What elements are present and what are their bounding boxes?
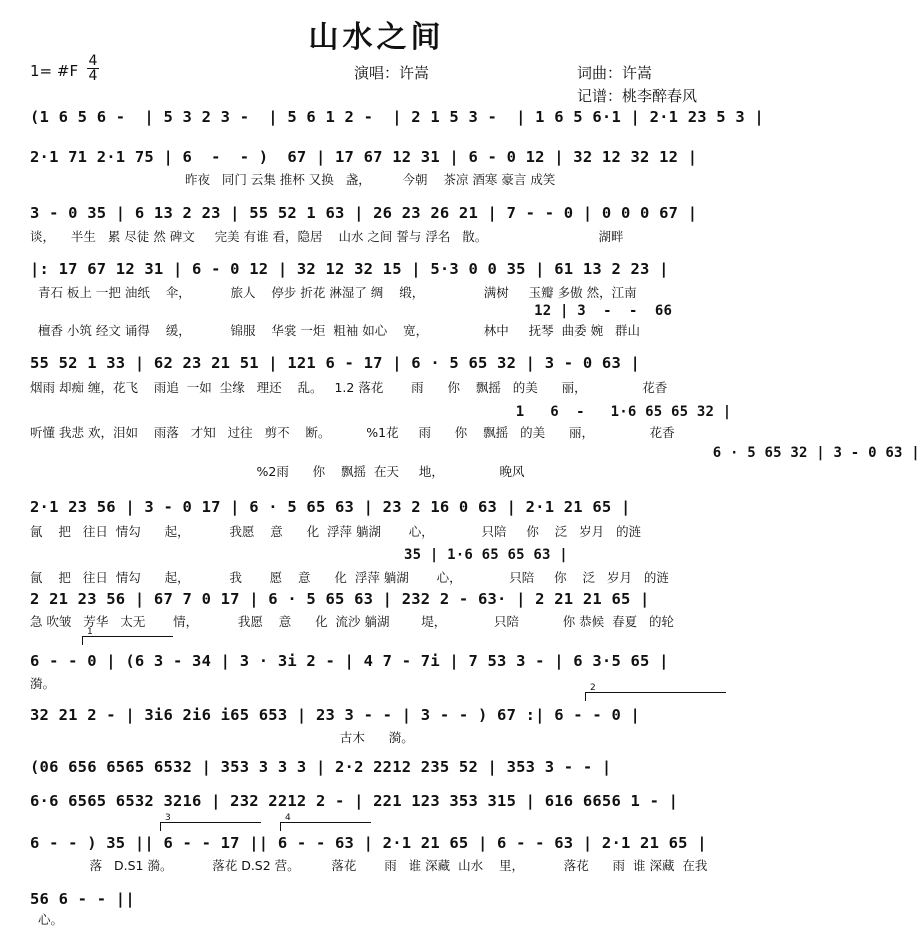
lyric-line: 落 D.S1 漪。 落花 D.S2 营。 落花 雨 谁 深藏 山水 里， 落花 雨 谁 深藏 在我 [30,858,708,873]
page-title: 山水之间 [308,20,445,55]
lyric-line: 烟雨 却痴 缠，花飞 雨追 一如 尘缘 理还 乱。 1.2 落花 雨 你 飘摇 的美 丽， 花香 [30,380,668,395]
lyric-line: 急 吹皱 芳华 太无 情， 我愿 意 化 流沙 躺湖 堤， 只陪 你 恭候 春夏 的轮 [30,614,675,629]
notation-row: 6 - - 0 | (6 3 - 34 | 3 · 3i 2 - | 4 7 - 7i | 7 53 3 - | 6 3·5 65 | [30,652,669,670]
lyric-line: 檀香 小筑 经文 诵得 缓， 锦服 华裳 一炬 粗袖 如心 宽， 林中 抚琴 曲委 婉 群山 [30,323,641,338]
transcriber-credit: 记谱：桃李醉春风 [577,87,698,105]
lyric-line: %2雨 你 飘摇 在天 地， 晚风 [30,464,525,479]
volta-bracket-3: 3 [160,822,261,831]
notation-row: 56 6 - - || [30,890,135,908]
volta-bracket-4: 4 [280,822,371,831]
notation-row: 55 52 1 33 | 62 23 21 51 | 121 6 - 17 | 6 · 5 65 32 | 3 - 0 63 | [30,354,641,372]
lyric-line: 氤 把 往日 情勾 起， 我 愿 意 化 浮萍 躺湖 心， 只陪 你 泛 岁月 的涟 [30,570,669,585]
lyric-line: 昨夜 同门 云集 推杯 又换 盏， 今朝 茶凉 酒寒 豪言 成笑 [30,172,556,187]
time-signature-top: 4 [88,53,98,69]
lyric-line: 青石 板上 一把 油纸 伞， 旅人 停步 折花 淋湿了 绸 缎， 满树 玉瓣 多傲 然，江南 [30,285,637,300]
notation-row: 2·1 23 56 | 3 - 0 17 | 6 · 5 65 63 | 23 2 16 0 63 | 2·1 21 65 | [30,498,631,516]
volta-bracket-2: 2 [585,692,726,701]
lyric-line: 谈， 半生 累 尽徒 然 碑文 完美 有谁 看，隐居 山水 之间 誓与 浮名 散。 湖畔 [30,229,624,244]
lyric-line: 心。 [30,912,63,927]
time-signature [86,54,100,83]
notation-row: 6 - - ) 35 || 6 - - 17 || 6 - - 63 | 2·1 21 65 | 6 - - 63 | 2·1 21 65 | [30,834,707,852]
notation-row: 6·6 6565 6532 3216 | 232 2212 2 - | 221 123 353 315 | 616 6656 1 - | [30,792,679,810]
time-signature-bottom: 4 [88,68,98,84]
notation-row: |: 17 67 12 31 | 6 - 0 12 | 32 12 32 15 | 5·3 0 0 35 | 61 13 2 23 | [30,260,669,278]
notation-row: 2 21 23 56 | 67 7 0 17 | 6 · 5 65 63 | 232 2 - 63· | 2 21 21 65 | [30,590,650,608]
composer-credit: 词曲：许嵩 [577,64,653,82]
key-signature: 1= #F [30,62,79,80]
notation-row-alternate: 6 · 5 65 32 | 3 - 0 63 | [428,445,920,461]
notation-row: 3 - 0 35 | 6 13 2 23 | 55 52 1 63 | 26 23 26 21 | 7 - - 0 | 0 0 0 67 | [30,204,698,222]
notation-row: (1 6 5 6 - | 5 3 2 3 - | 5 6 1 2 - | 2 1 5 3 - | 1 6 5 6·1 | 2·1 23 5 3 | [30,108,764,126]
notation-row: 2·1 71 2·1 75 | 6 - - ) 67 | 17 67 12 31 | 6 - 0 12 | 32 12 32 12 | [30,148,698,166]
lyric-line: 听懂 我悲 欢，泪如 雨落 才知 过往 剪不 断。 %1花 雨 你 飘摇 的美 丽， 花香 [30,425,675,440]
notation-row-alternate: 35 | 1·6 65 65 63 | [240,547,568,563]
volta-bracket-1: 1 [82,636,173,645]
notation-row-alternate: 1 6 - 1·6 65 65 32 | [300,404,732,420]
lyric-line: 古木 漪。 [30,730,414,745]
singer-credit: 演唱：许嵩 [354,64,430,82]
notation-row: 32 21 2 - | 3i6 2i6 i65 653 | 23 3 - - | 3 - - ) 67 :| 6 - - 0 | [30,706,641,724]
lyric-line: 氤 把 往日 情勾 起， 我愿 意 化 浮萍 躺湖 心， 只陪 你 泛 岁月 的涟 [30,524,642,539]
lyric-line: 漪。 [30,676,56,691]
notation-row-alternate: 12 | 3 - - 66 [258,303,673,319]
notation-row: (06 656 6565 6532 | 353 3 3 3 | 2·2 2212 235 52 | 353 3 - - | [30,758,612,776]
